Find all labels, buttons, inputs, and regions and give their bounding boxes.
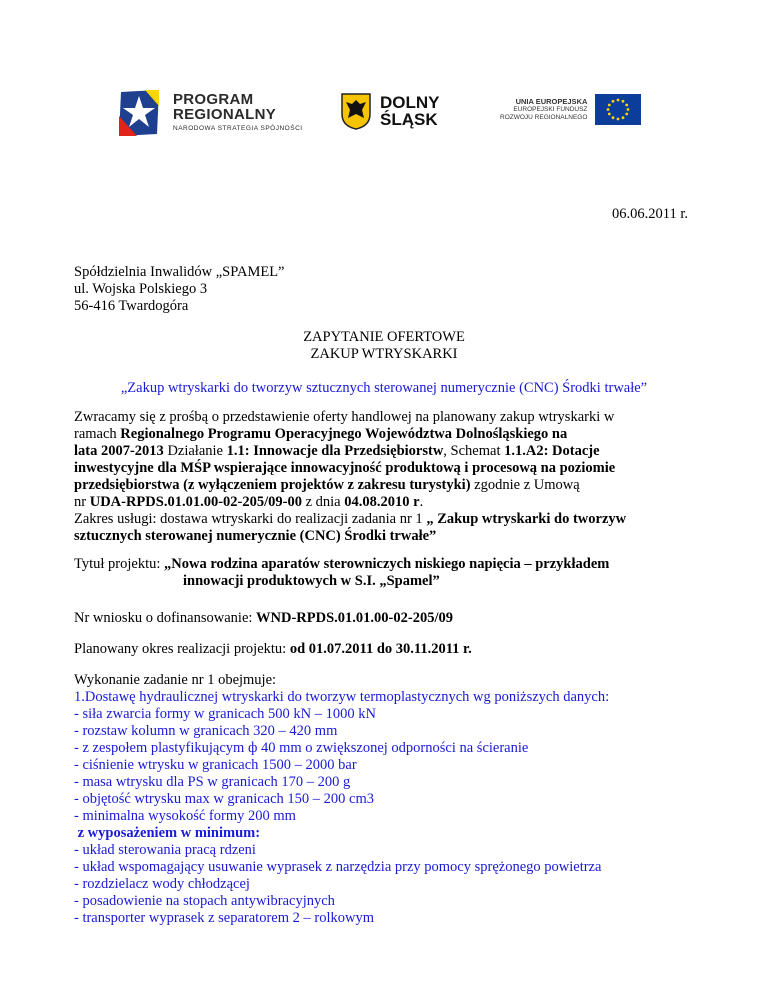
equipment-heading: z wyposażeniem w minimum: [74,825,261,841]
period-value: od 01.07.2011 do 30.11.2011 r. [289,641,472,657]
body-line: przedsiębiorstwa (z wyłączeniem projektów z zakresu turystyki) zgodnie z Umową [74,477,580,493]
body-line: Zwracamy się z prośbą o przedstawienie oferty handlowej na planowany zakup wtryskarki w [74,409,615,425]
spec-item: - rozstaw kolumn w granicach 320 – 420 mm [74,723,338,739]
equipment-item: - rozdzielacz wody chłodzącej [74,876,250,892]
sender-address [74,264,285,315]
body-line: Zakres usługi: dostawa wtryskarki do realizacji zadania nr 1 „ Zakup wtryskarki do tworzyw [74,511,627,527]
project-title [74,556,609,590]
project-title-value-2: innowacji produktowych w S.I. „Spamel” [183,573,440,589]
equipment-item: - układ sterowania pracą rdzeni [74,842,256,858]
dolny-slask-logo [340,92,440,130]
eu-flag-icon [595,94,641,125]
equipment-item: - transporter wyprasek z separatorem 2 – rolkowym [74,910,374,926]
equipment-item: - układ wspomagający usuwanie wyprasek z narzędzia przy pomocy sprężonego powietrza [74,859,602,875]
spec-item: - objętość wtrysku max w granicach 150 – 200 cm3 [74,791,374,807]
subject-line: „Zakup wtryskarki do tworzyw sztucznych sterowanej numerycznie (CNC) Środki trwałe” [120,380,648,396]
body-line: ramach Regionalnego Programu Operacyjnego Województwa Dolnośląskiego na [74,426,568,442]
eagle-shield-icon [340,92,372,130]
program-title-2: REGIONALNY [173,105,277,123]
program-star-icon [115,86,165,138]
body-line: nr UDA-RPDS.01.01.00-02-205/09-00 z dnia 04.08.2010 r. [74,494,424,510]
dolny-text: DOLNY [380,93,440,112]
program-subtitle: NARODOWA STRATEGIA SPÓJNOŚCI [173,124,303,132]
slask-text: ŚLĄSK [380,110,438,129]
task-section [74,672,609,927]
address-line-city: 56-416 Twardogóra [74,298,189,314]
program-regionalny-logo [115,86,303,138]
equipment-item: - posadowienie na stopach antywibracyjnych [74,893,335,909]
document-date: 06.06.2011 r. [612,206,688,222]
project-title-value: „Nowa rodzina aparatów sterowniczych niskiego napięcia – przykładem [164,556,610,572]
eu-logo [500,94,641,125]
body-line: lata 2007-2013 Działanie 1.1: Innowacje dla Przedsiębiorstw, Schemat 1.1.A2: Dotacje [74,443,600,459]
period-label: Planowany okres realizacji projektu: [74,641,290,657]
spec-intro: 1.Dostawę hydraulicznej wtryskarki do tworzyw termoplastycznych wg poniższych danych: [74,689,610,705]
body-line: inwestycyjne dla MŚP wspierające innowacyjność produktową i procesową na poziomie [74,460,616,476]
program-title-1: PROGRAM [173,90,254,108]
intro-paragraph [74,409,626,545]
spec-item: - z zespołem plastyfikującym ф 40 mm o zwiększonej odporności na ścieranie [74,740,529,756]
task-intro: Wykonanie zadanie nr 1 obejmuje: [74,672,277,688]
eu-fund: EUROPEJSKI FUNDUSZ [513,106,588,114]
realization-period [74,641,472,658]
spec-item: - minimalna wysokość formy 200 mm [74,808,296,824]
heading-line-1: ZAPYTANIE OFERTOWE [303,329,465,345]
body-line: sztucznych sterowanej numerycznie (CNC) Środki trwałe” [74,528,437,544]
address-line-street: ul. Wojska Polskiego 3 [74,281,208,297]
eu-fund-2: ROZWOJU REGIONALNEGO [500,114,588,122]
spec-item: - ciśnienie wtrysku w granicach 1500 – 2000 bar [74,757,357,773]
application-number [74,610,453,627]
address-line-company: Spółdzielnia Inwalidów „SPAMEL” [74,264,285,280]
eu-title: UNIA EUROPEJSKA [515,96,588,106]
spec-item: - masa wtrysku dla PS w granicach 170 – 200 g [74,774,351,790]
header-logos [0,86,768,146]
spec-item: - siła zwarcia formy w granicach 500 kN – 1000 kN [74,706,376,722]
application-label: Nr wniosku o dofinansowanie: [74,610,257,626]
application-value: WND-RPDS.01.01.00-02-205/09 [256,610,453,626]
heading-line-2: ZAKUP WTRYSKARKI [310,346,458,362]
project-title-label: Tytuł projektu: [74,556,165,572]
document-heading [0,329,768,363]
